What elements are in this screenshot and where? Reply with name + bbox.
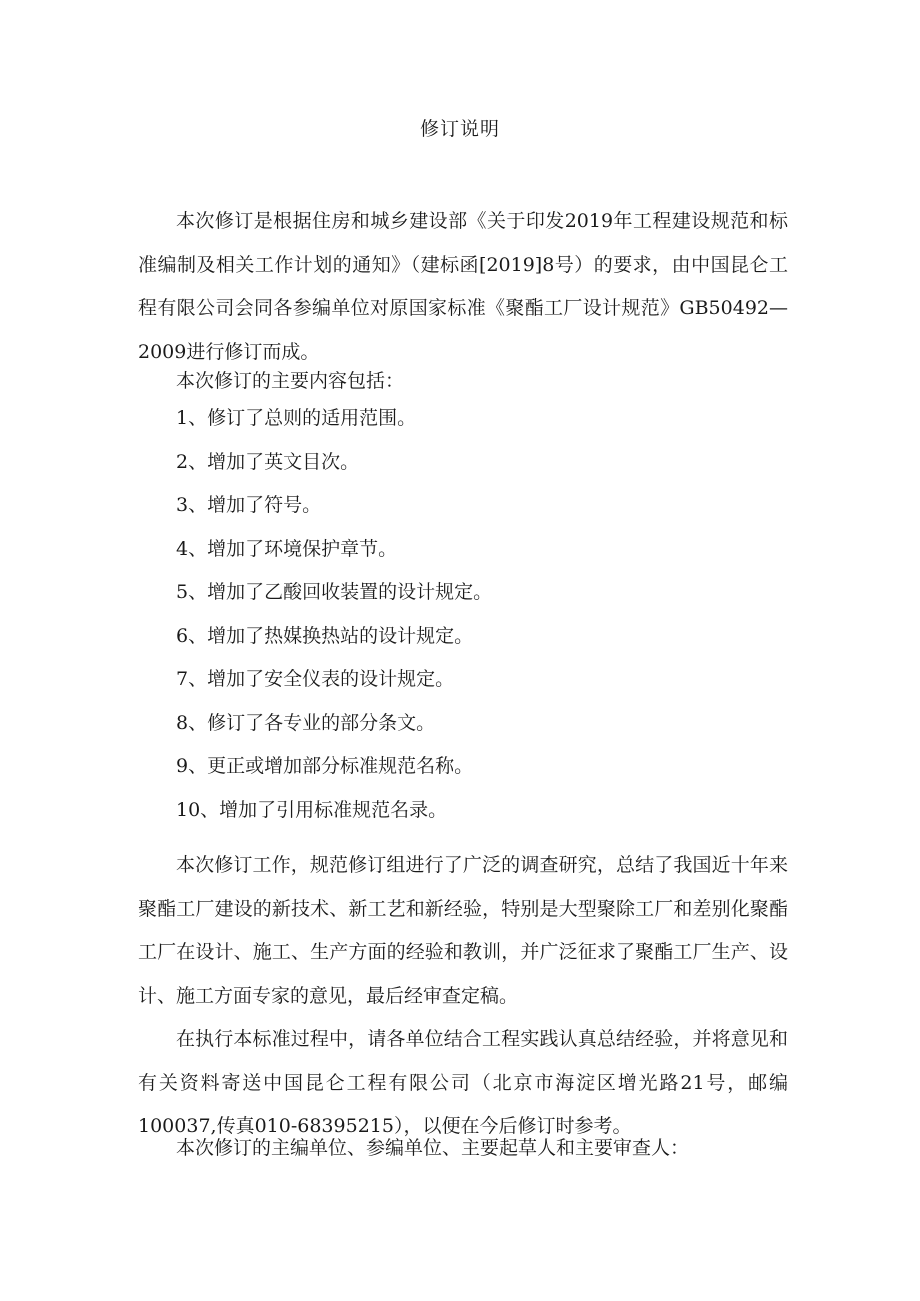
intro-paragraph: 本次修订是根据住房和城乡建设部《关于印发2019年工程建设规范和标准编制及相关工作计划的通知》（建标函[2019]8号）的要求，由中国昆仑工程有限公司会同各参编单位对原国家标准《聚酯工厂设计规范》GB50492—2009进行修订而成。 — [138, 210, 788, 363]
content-lead: 本次修订的主要内容包括： — [176, 370, 405, 392]
revision-item-9: 9、更正或增加部分标准规范名称。 — [176, 755, 474, 777]
execute-paragraph: 在执行本标准过程中，请各单位结合工程实践认真总结经验，并将意见和有关资料寄送中国昆仑工程有限公司（北京市海淀区增光路21号，邮编100037,传真010-68395215），以便在今后修订时参考。 — [138, 1028, 788, 1137]
revision-item-5: 5、增加了乙酸回收装置的设计规定。 — [176, 581, 493, 603]
revision-item-10: 10、增加了引用标准规范名录。 — [176, 799, 448, 821]
document-title: 修订说明 — [419, 118, 500, 140]
revision-item-7: 7、增加了安全仪表的设计规定。 — [176, 668, 455, 690]
revision-item-8: 8、修订了各专业的部分条文。 — [176, 712, 436, 734]
revision-item-1: 1、修订了总则的适用范围。 — [176, 407, 417, 429]
work-paragraph: 本次修订工作，规范修订组进行了广泛的调查研究，总结了我国近十年来聚酯工厂建设的新技术、新工艺和新经验，特别是大型聚除工厂和差别化聚酯工厂在设计、施工、生产方面的经验和教训，并广泛征求了聚酯工厂生产、设计、施工方面专家的意见，最后经审查定稿。 — [138, 854, 788, 1007]
revision-item-4: 4、增加了环境保护章节。 — [176, 538, 398, 560]
revision-item-2: 2、增加了英文目次。 — [176, 451, 360, 473]
revision-item-6: 6、增加了热媒换热站的设计规定。 — [176, 625, 474, 647]
final-line: 本次修订的主编单位、参编单位、主要起草人和主要审查人： — [176, 1137, 690, 1159]
revision-item-3: 3、增加了符号。 — [176, 494, 322, 516]
